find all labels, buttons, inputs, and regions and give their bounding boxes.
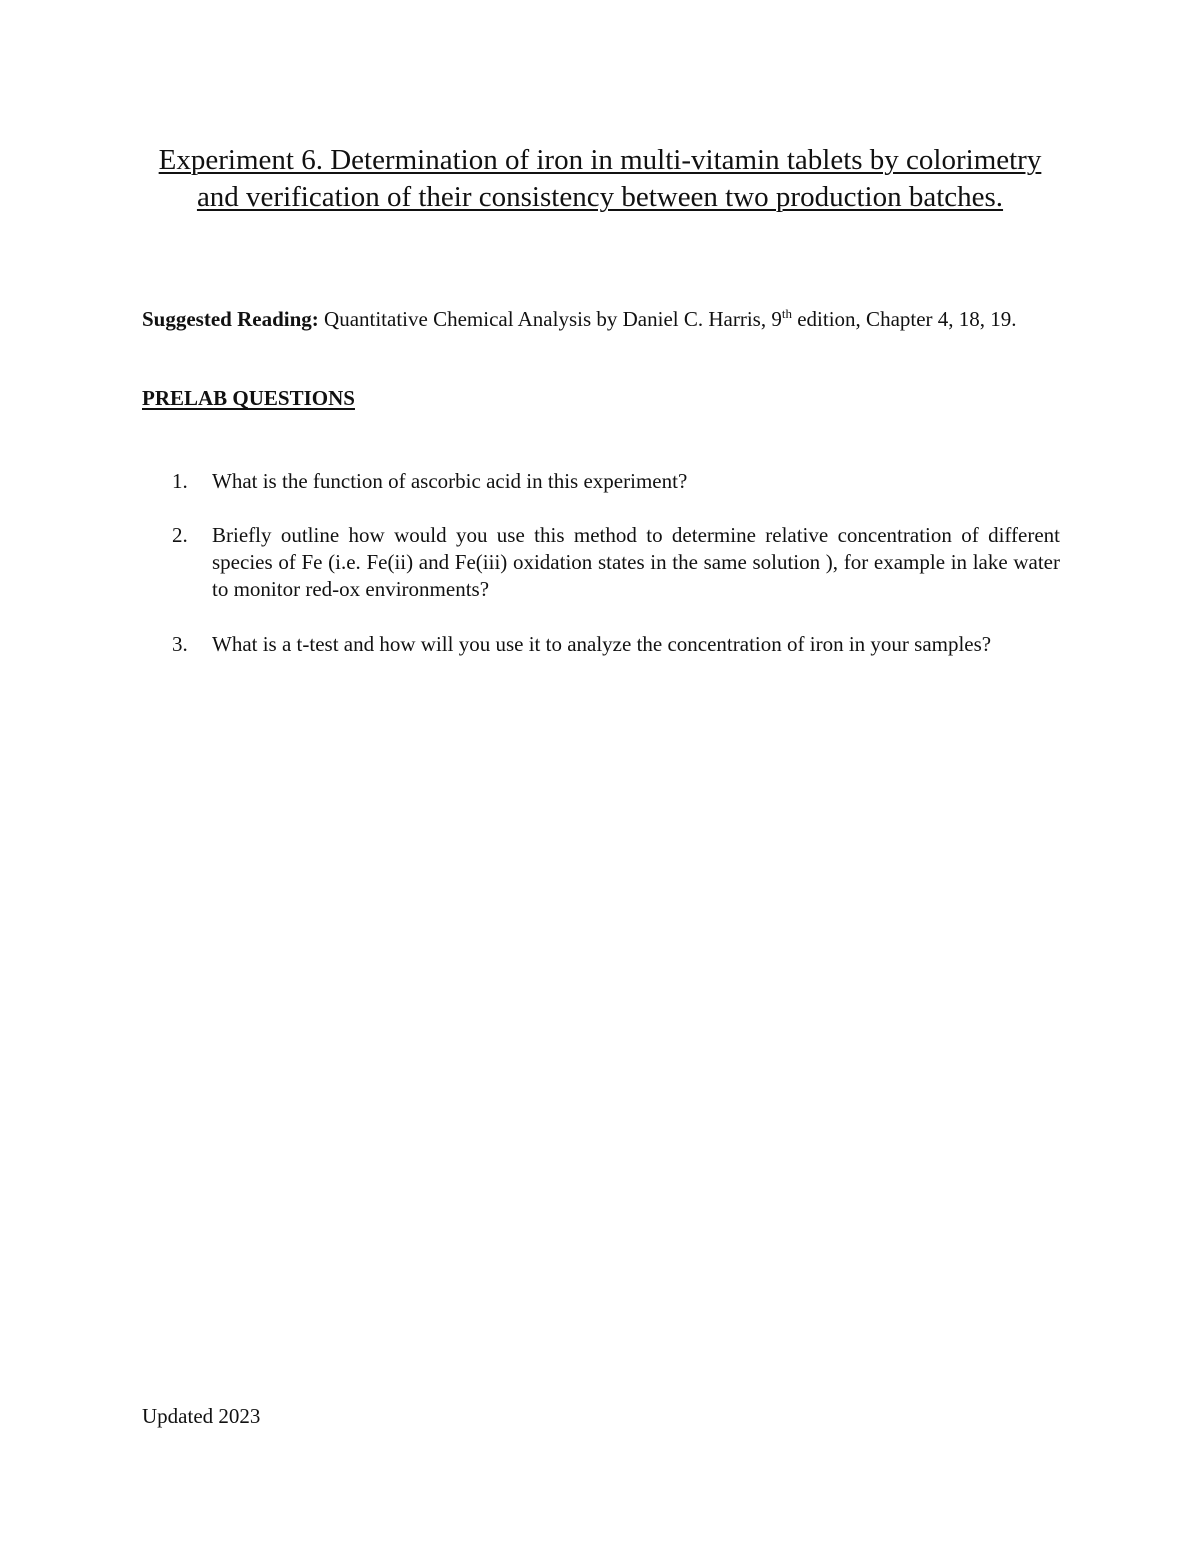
suggested-reading-label: Suggested Reading:	[142, 307, 319, 331]
suggested-reading-text: Quantitative Chemical Analysis by Daniel C. Harris, 9	[318, 307, 782, 331]
question-2	[172, 522, 1060, 603]
suggested-reading	[142, 306, 1060, 332]
edition-superscript: th	[781, 306, 792, 321]
question-number: 3.	[172, 632, 188, 656]
question-text: What is a t-test and how will you use it to analyze the concentration of iron in your samples?	[212, 632, 992, 656]
document-title: Experiment 6. Determination of iron in multi-vitamin tablets by colorimetry and verification of their consistency between two production batches.	[158, 144, 1042, 213]
question-3	[172, 631, 1060, 658]
question-1	[172, 468, 1060, 495]
question-text: What is the function of ascorbic acid in this experiment?	[212, 469, 688, 493]
question-number: 1.	[172, 469, 188, 493]
question-text: Briefly outline how would you use this method to determine relative concentration of different species of Fe (i.e. Fe(ii) and Fe(iii) oxidation states in the same solution ), for example in lake water to monitor red-ox environments?	[212, 523, 1060, 601]
suggested-reading-chapters: edition, Chapter 4, 18, 19.	[791, 307, 1017, 331]
question-number: 2.	[172, 523, 188, 547]
prelab-heading: PRELAB QUESTIONS	[142, 386, 355, 410]
footer-updated: Updated 2023	[142, 1404, 261, 1428]
